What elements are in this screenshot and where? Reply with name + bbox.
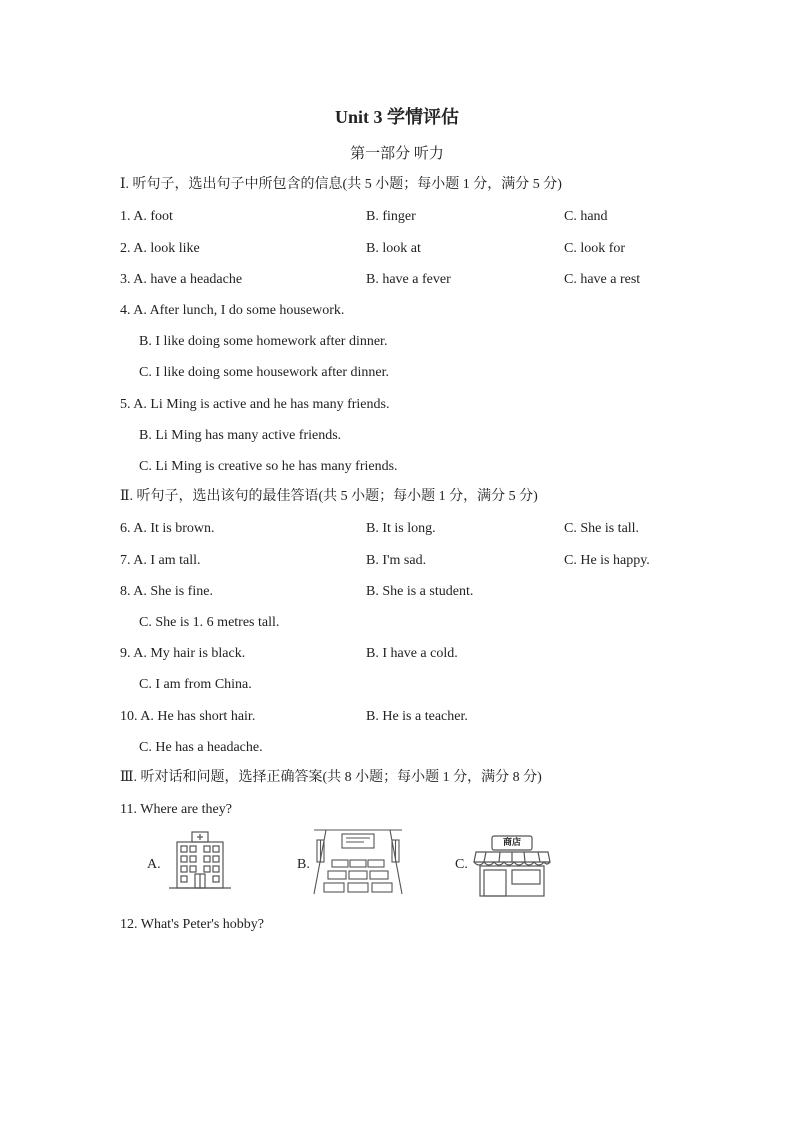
q8-option-b: B. She is a student. <box>366 584 474 599</box>
section-1-heading: Ⅰ. 听句子，选出句子中所包含的信息(共 5 小题；每小题 1 分，满分 5 分) <box>120 177 562 192</box>
q4-option-a: 4. A. After lunch, I do some housework. <box>120 303 345 318</box>
classroom-icon <box>312 826 404 896</box>
q11-question: 11. Where are they? <box>120 802 232 817</box>
q8-option-c: C. She is 1. 6 metres tall. <box>139 615 280 630</box>
q11-label-a: A. <box>147 857 161 872</box>
q1-option-b: B. finger <box>366 209 416 224</box>
q6-option-c: C. She is tall. <box>564 521 640 536</box>
q7-option-a: 7. A. I am tall. <box>120 553 201 568</box>
q8-option-a: 8. A. She is fine. <box>120 584 213 599</box>
hospital-icon <box>165 830 235 890</box>
q7-option-c: C. He is happy. <box>564 553 650 568</box>
q7-option-b: B. I'm sad. <box>366 553 427 568</box>
q3-option-c: C. have a rest <box>564 272 641 287</box>
shop-picture <box>472 830 552 898</box>
q3-option-b: B. have a fever <box>366 272 451 287</box>
q5-option-a: 5. A. Li Ming is active and he has many friends. <box>120 397 390 412</box>
q10-option-c: C. He has a headache. <box>139 740 263 755</box>
part-heading: 第一部分 听力 <box>350 146 444 162</box>
q5-option-c: C. Li Ming is creative so he has many friends. <box>139 459 398 474</box>
q2-option-b: B. look at <box>366 241 421 256</box>
q1-option-a: 1. A. foot <box>120 209 173 224</box>
q11-label-c: C. <box>455 857 468 872</box>
section-2-heading: Ⅱ. 听句子，选出该句的最佳答语(共 5 小题；每小题 1 分，满分 5 分) <box>120 489 538 504</box>
q3-option-a: 3. A. have a headache <box>120 272 243 287</box>
q6-option-b: B. It is long. <box>366 521 436 536</box>
q1-option-c: C. hand <box>564 209 608 224</box>
q6-option-a: 6. A. It is brown. <box>120 521 215 536</box>
q10-option-b: B. He is a teacher. <box>366 709 468 724</box>
q9-option-b: B. I have a cold. <box>366 646 458 661</box>
q4-option-c: C. I like doing some housework after dinner. <box>139 365 390 380</box>
q5-option-b: B. Li Ming has many active friends. <box>139 428 342 443</box>
q9-option-a: 9. A. My hair is black. <box>120 646 246 661</box>
shop-sign-text: 商店 <box>502 838 521 848</box>
q11-label-b: B. <box>297 857 310 872</box>
q10-option-a: 10. A. He has short hair. <box>120 709 256 724</box>
page-title: Unit 3 学情评估 <box>334 107 459 127</box>
q12-question: 12. What's Peter's hobby? <box>120 917 264 932</box>
q2-option-a: 2. A. look like <box>120 241 200 256</box>
q4-option-b: B. I like doing some homework after dinner. <box>139 334 388 349</box>
section-3-heading: Ⅲ. 听对话和问题，选择正确答案(共 8 小题；每小题 1 分，满分 8 分) <box>120 770 542 785</box>
q9-option-c: C. I am from China. <box>139 677 252 692</box>
q2-option-c: C. look for <box>564 241 626 256</box>
